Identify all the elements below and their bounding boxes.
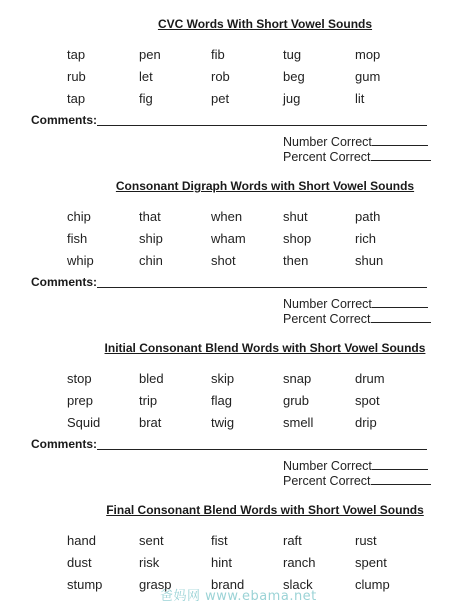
percent-correct [283, 150, 431, 164]
watermark: 爸妈网 www.ebama.net [160, 589, 317, 604]
word-row [67, 209, 447, 231]
word: shot [211, 253, 236, 268]
word: fist [211, 533, 228, 548]
word-row [67, 69, 447, 91]
word: shop [283, 231, 312, 246]
number-correct-blank[interactable] [372, 306, 428, 308]
word: slack [283, 577, 313, 592]
word: fig [139, 91, 153, 106]
word: lit [355, 91, 365, 106]
percent-correct-blank[interactable] [371, 321, 431, 323]
word: fish [67, 231, 88, 246]
word: path [355, 209, 381, 224]
word: brand [211, 577, 245, 592]
percent-correct [283, 474, 431, 488]
word: wham [211, 231, 246, 246]
word: Squid [67, 415, 101, 430]
word-row [67, 555, 447, 577]
section-title: CVC Words With Short Vowel Sounds [157, 17, 373, 31]
word: drum [355, 371, 385, 386]
word-row [67, 393, 447, 415]
word: jug [283, 91, 301, 106]
word: brat [139, 415, 162, 430]
percent-correct-label: Percent Correct [283, 474, 371, 488]
word: tap [67, 47, 86, 62]
word: spot [355, 393, 380, 408]
number-correct-blank[interactable] [372, 144, 428, 146]
word: clump [355, 577, 390, 592]
word-row [67, 533, 447, 555]
word: grasp [139, 577, 172, 592]
word-row [67, 91, 447, 113]
percent-correct-blank[interactable] [371, 159, 431, 161]
word: bled [139, 371, 164, 386]
word-row [67, 415, 447, 437]
word: drip [355, 415, 377, 430]
number-correct-label: Number Correct [283, 135, 372, 149]
number-correct [283, 135, 428, 149]
word: fib [211, 47, 225, 62]
word-grid [67, 47, 447, 113]
percent-correct [283, 312, 431, 326]
word: stop [67, 371, 92, 386]
number-correct-label: Number Correct [283, 459, 372, 473]
word: risk [139, 555, 160, 570]
section-title: Consonant Digraph Words with Short Vowel Sounds [115, 179, 415, 193]
word: sent [139, 533, 164, 548]
section-title: Initial Consonant Blend Words with Short Vowel Sounds [104, 341, 426, 355]
percent-correct-label: Percent Correct [283, 312, 371, 326]
word: when [211, 209, 243, 224]
word: then [283, 253, 309, 268]
word: grub [283, 393, 310, 408]
word: let [139, 69, 153, 84]
word: rust [355, 533, 377, 548]
word-row [67, 253, 447, 275]
word: shun [355, 253, 384, 268]
word: shut [283, 209, 308, 224]
word: flag [211, 393, 232, 408]
word: rob [211, 69, 230, 84]
comments-label: Comments: [31, 113, 98, 127]
word: tug [283, 47, 302, 62]
percent-correct-label: Percent Correct [283, 150, 371, 164]
comments-line[interactable] [97, 124, 427, 126]
comments-label: Comments: [31, 437, 98, 451]
word: prep [67, 393, 94, 408]
word: twig [211, 415, 235, 430]
word: dust [67, 555, 92, 570]
word: chin [139, 253, 163, 268]
comments-label: Comments: [31, 275, 98, 289]
word: raft [283, 533, 302, 548]
word: smell [283, 415, 314, 430]
percent-correct-blank[interactable] [371, 483, 431, 485]
word: stump [67, 577, 103, 592]
word: rich [355, 231, 376, 246]
word: snap [283, 371, 312, 386]
word-row [67, 231, 447, 253]
word: spent [355, 555, 387, 570]
section-title: Final Consonant Blend Words with Short Vowel Sounds [106, 503, 424, 517]
word: ranch [283, 555, 316, 570]
number-correct-label: Number Correct [283, 297, 372, 311]
word: beg [283, 69, 305, 84]
word: tap [67, 91, 86, 106]
number-correct [283, 459, 428, 473]
word-grid [67, 371, 447, 437]
word-row [67, 371, 447, 393]
word: pen [139, 47, 161, 62]
word: gum [355, 69, 381, 84]
word: trip [139, 393, 158, 408]
word: hint [211, 555, 232, 570]
number-correct [283, 297, 428, 311]
word: that [139, 209, 161, 224]
word: whip [67, 253, 94, 268]
word: pet [211, 91, 230, 106]
word: rub [67, 69, 86, 84]
comments-line[interactable] [97, 448, 427, 450]
word-grid [67, 209, 447, 275]
word: hand [67, 533, 96, 548]
number-correct-blank[interactable] [372, 468, 428, 470]
word: skip [211, 371, 235, 386]
comments-line[interactable] [97, 286, 427, 288]
word-row [67, 47, 447, 69]
word: mop [355, 47, 381, 62]
word: chip [67, 209, 91, 224]
word: ship [139, 231, 163, 246]
